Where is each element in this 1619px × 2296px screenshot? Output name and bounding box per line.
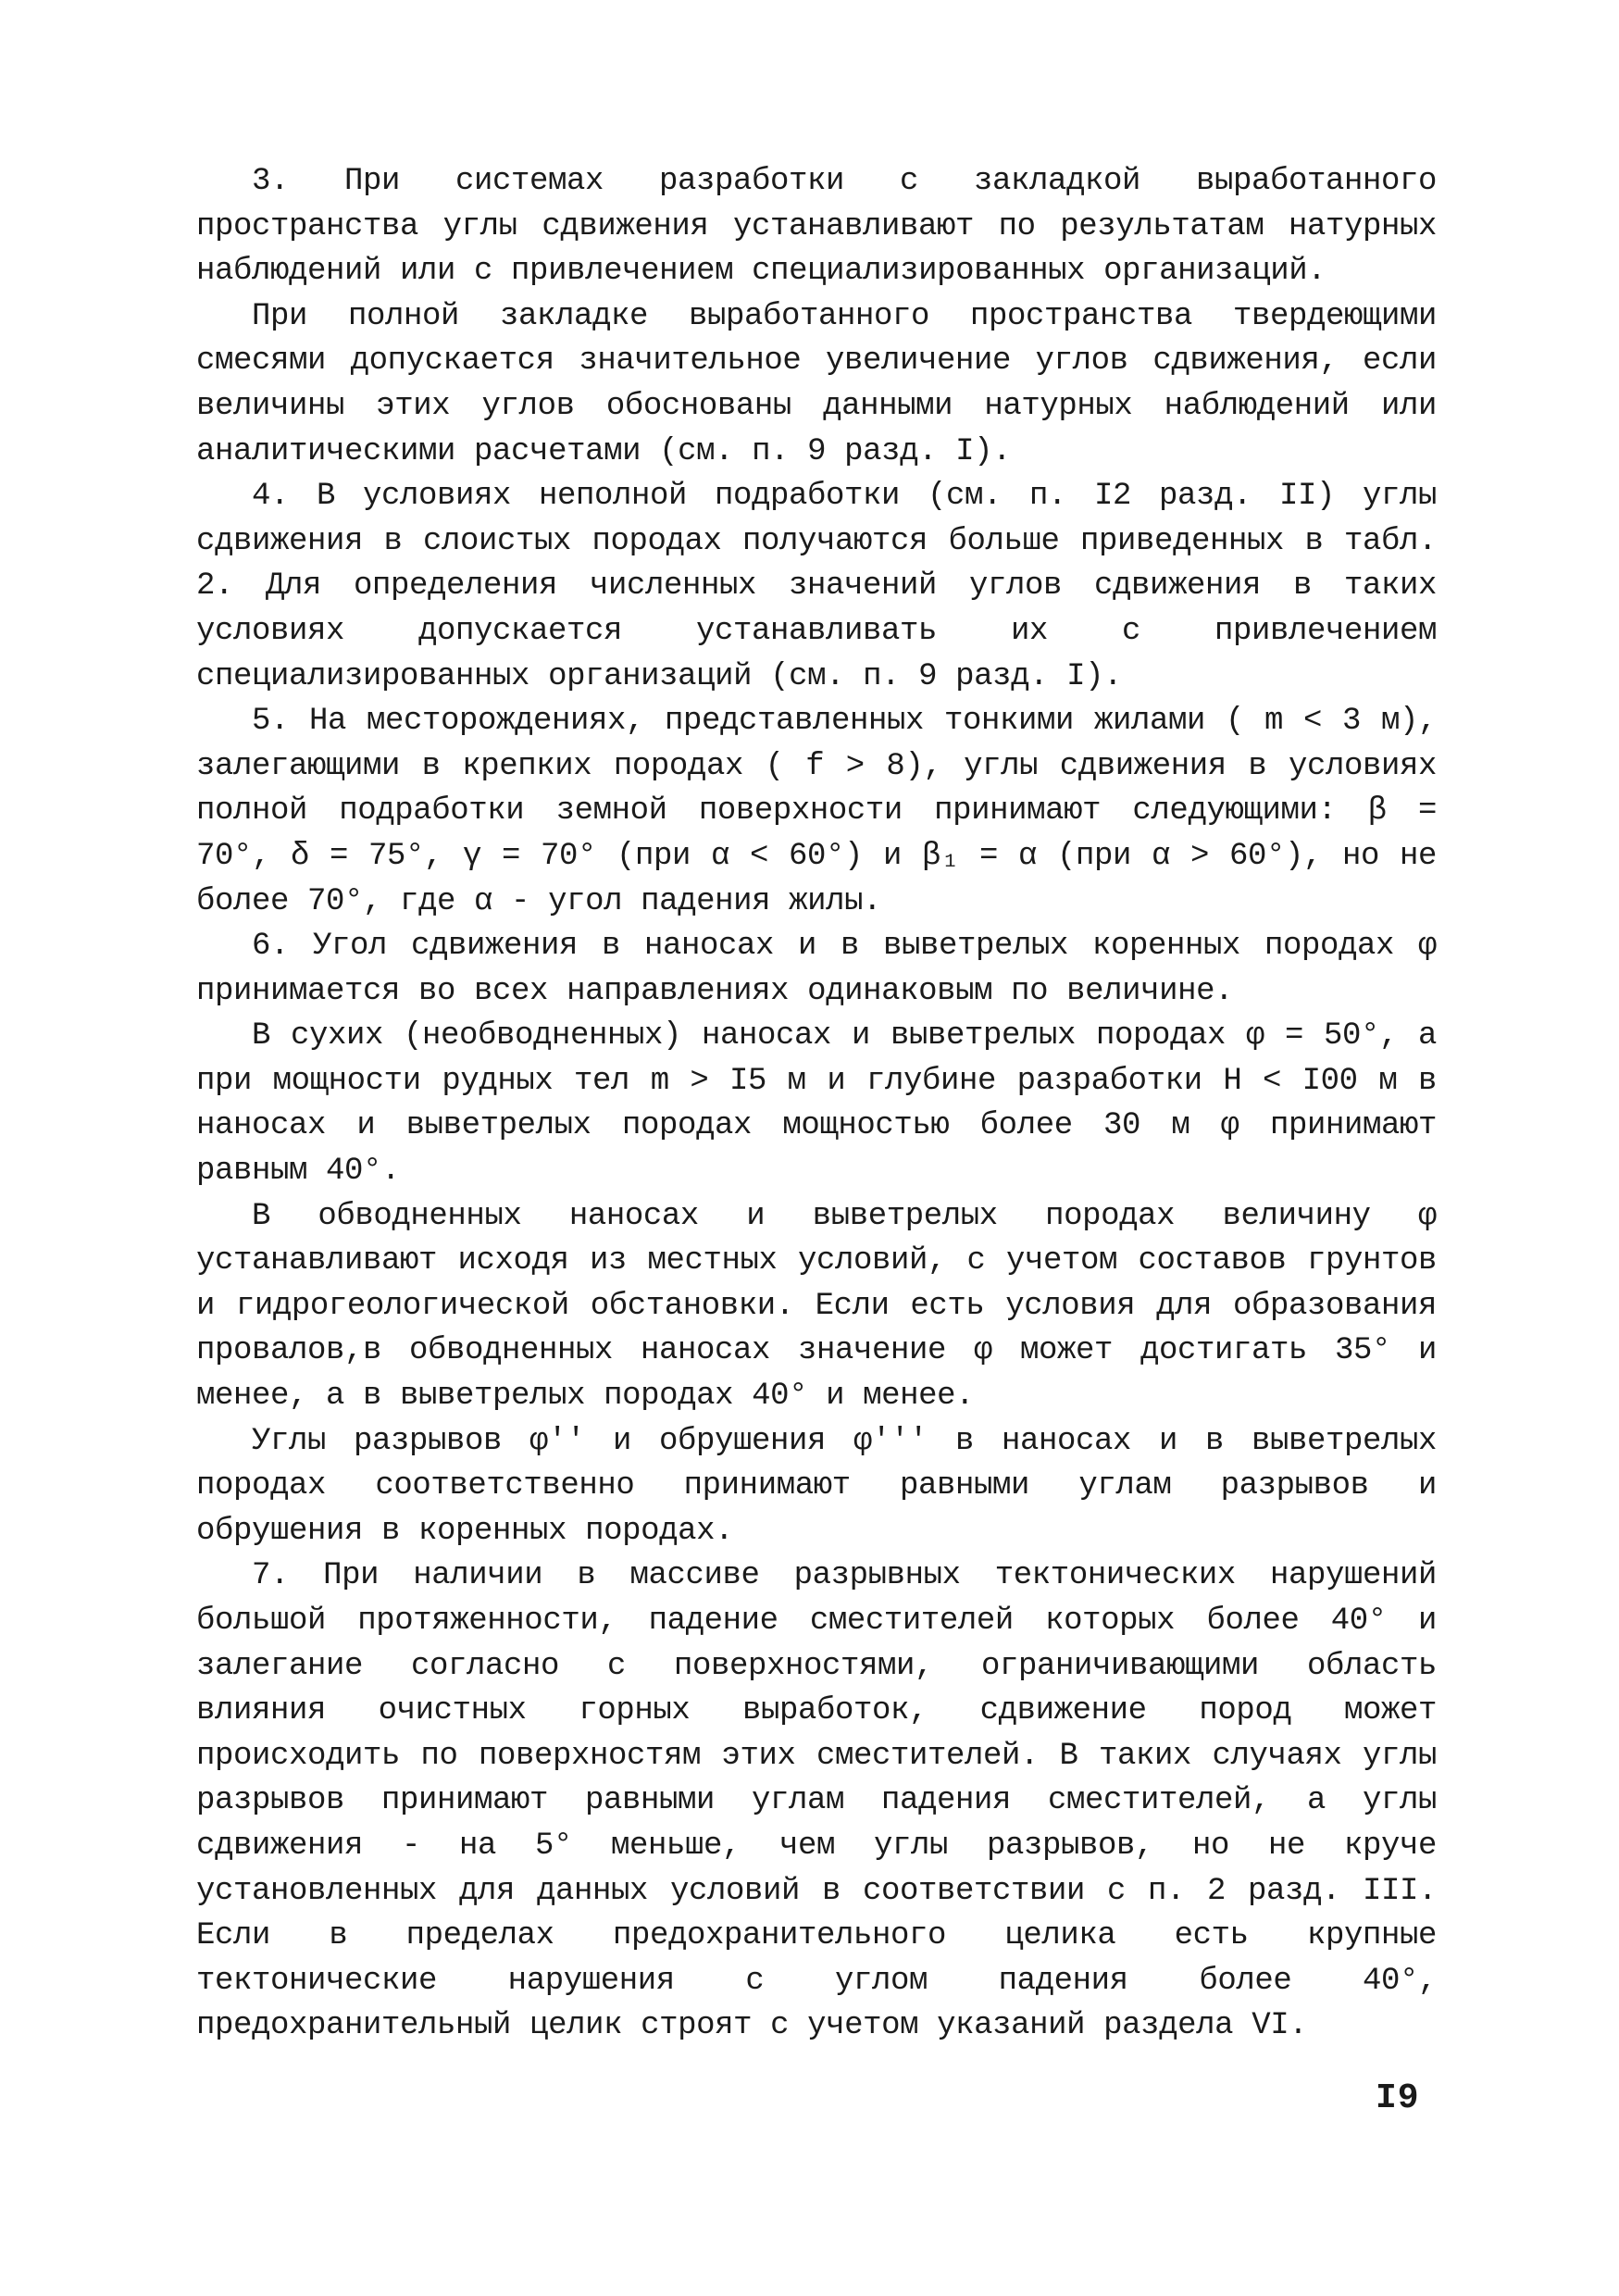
paragraph-item-7: 7. При наличии в массиве разрывных тектонических нарушений большой протяженности, падение сместителей которых более 40° и залегание согласно с поверхностями, ограничивающими область влияния очистных горных выработок, сдвижение пород может происходить по поверхностям этих сместителей. В таких случаях углы разрывов принимают равными углам падения сместителей, а углы сдвижения - на 5° меньше, чем углы разрывов, но не круче установленных для данных условий в соответствии с п. 2 разд. III. Если в пределах предохранительного целика есть крупные тектонические нарушения с углом падения более 40°, предохранительный целик строят с учетом указаний раздела VI. — [196, 1558, 1437, 2044]
page-number: I9 — [1376, 2078, 1420, 2118]
paragraph-item-5: 5. На месторождениях, представленных тонкими жилами ( m < 3 м), залегающими в крепких породах ( f > 8), углы сдвижения в условиях полной подработки земной поверхности принимают следующими: β = 70°, δ = 75°, γ = 70° (при α < 60°) и β₁ = α (при α > 60°), но не более 70°, где α - угол падения жилы. — [196, 704, 1437, 919]
paragraph-item-3: 3. При системах разработки с закладкой выработанного пространства углы сдвижения устанавливают по результатам натурных наблюдений или с привлечением специализированных организаций. — [196, 164, 1437, 290]
paragraph-dry-sediments: В сухих (необводненных) наносах и выветрелых породах φ = 50°, а при мощности рудных тел m > I5 м и глубине разработки H < I00 м в наносах и выветрелых породах мощностью более 30 м φ принимают равным 40°. — [196, 1018, 1437, 1190]
body-text — [196, 159, 1437, 2049]
paragraph-backfill: При полной закладке выработанного пространства твердеющими смесями допускается значительное увеличение углов сдвижения, если величины этих углов обоснованы данными натурных наблюдений или аналитическими расчетами (см. п. 9 разд. I). — [196, 298, 1437, 469]
paragraph-rupture-angles: Углы разрывов φ'' и обрушения φ''' в наносах и в выветрелых породах соответственно принимают равными углам разрывов и обрушения в коренных породах. — [196, 1423, 1437, 1549]
paragraph-item-4: 4. В условиях неполной подработки (см. п. I2 разд. II) углы сдвижения в слоистых породах получаются больше приведенных в табл. 2. Для определения численных значений углов сдвижения в таких условиях допускается устанавливать их с привлечением специализированных организаций (см. п. 9 разд. I). — [196, 479, 1437, 694]
paragraph-item-6: 6. Угол сдвижения в наносах и в выветрелых коренных породах φ принимается во всех направлениях одинаковым по величине. — [196, 929, 1437, 1009]
paragraph-watered-sediments: В обводненных наносах и выветрелых породах величину φ устанавливают исходя из местных условий, с учетом составов грунтов и гидрогеологической обстановки. Если есть условия для образования провалов,в обводненных наносах значение φ может достигать 35° и менее, а в выветрелых породах 40° и менее. — [196, 1198, 1437, 1415]
